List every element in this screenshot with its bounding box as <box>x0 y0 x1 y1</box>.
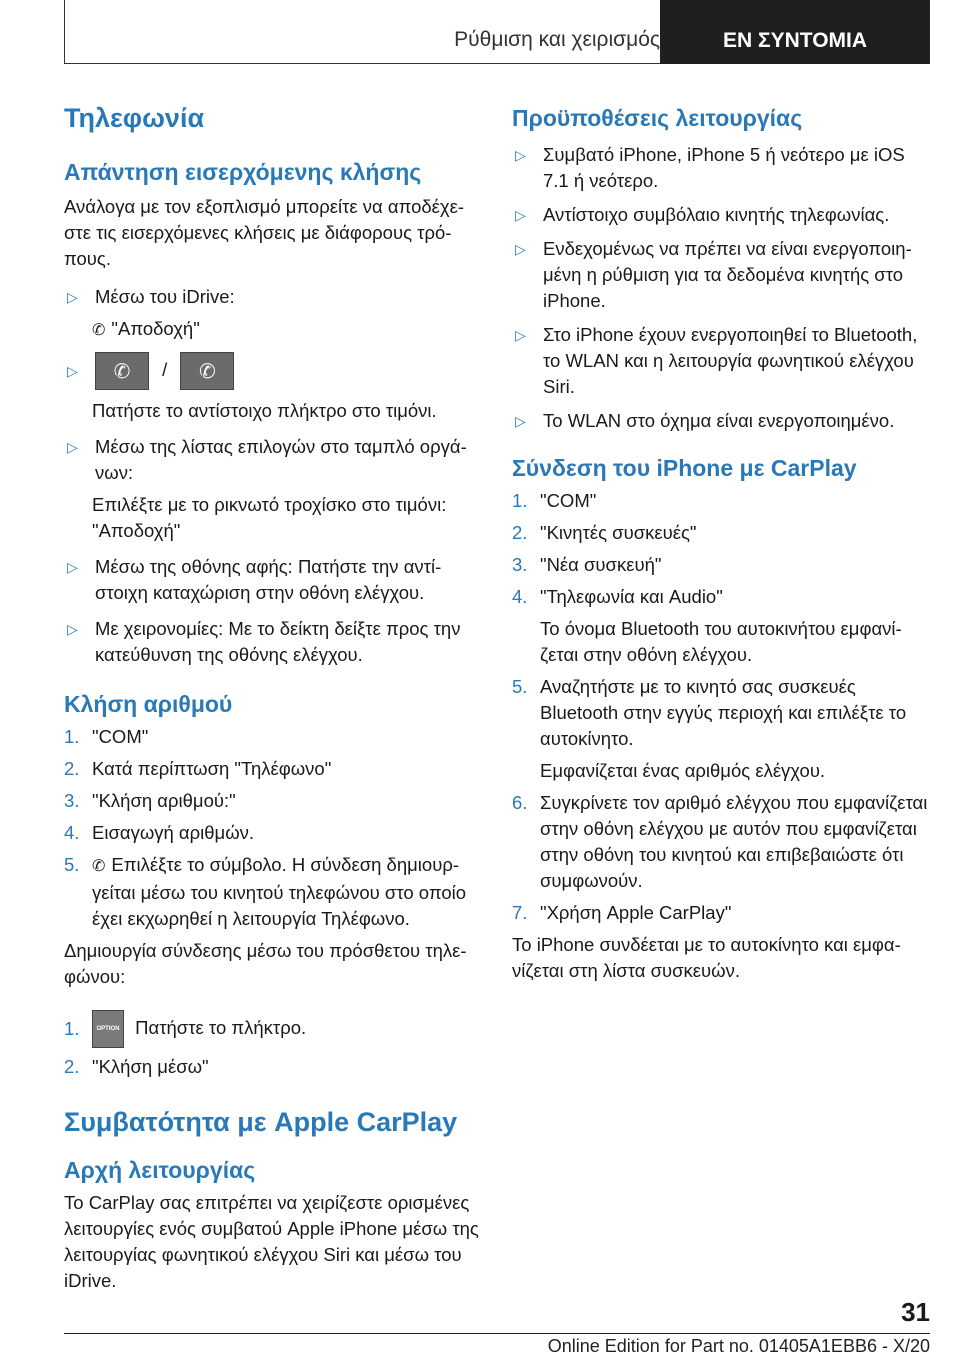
connect-step: 3. "Νέα συσκευή" <box>512 554 662 575</box>
connect-step: 4. "Τηλεφωνία και Audio" <box>512 586 723 607</box>
triangle-bullet-icon: ▷ <box>515 207 526 223</box>
answer-item-list <box>64 434 484 486</box>
answer-item-gesture <box>64 616 484 668</box>
footer-edition: Online Edition for Part no. 01405A1EBB6 - X/20 <box>547 1336 930 1356</box>
call-step: 2. Κατά περίπτωση "Τηλέφωνο" <box>64 758 332 779</box>
carplay-principle-text: Το CarPlay σας επιτρέπει να χειρίζεστε ορισμένες λειτουργίες ενός συμβατού Apple iPhone μέσω της λειτουργίας φωνητικού ελέγχου Siri και μέσω του iDrive. <box>64 1192 479 1291</box>
call-step: 5. ✆ Επιλέξτε το σύμβολο. Η σύνδεση δημιουργείται μέσω του κινητού τηλεφώνου στο οποίο έχει εκχωρηθεί η λειτουργία Τηλέφωνο. <box>64 854 467 929</box>
triangle-bullet-icon: ▷ <box>515 413 526 429</box>
answer-item-buttons <box>64 352 484 390</box>
answer-item-idrive <box>64 284 484 310</box>
call-step: 4. Εισαγωγή αριθμών. <box>64 822 255 843</box>
connect-step: 1. "COM" <box>512 490 597 511</box>
answer-item-touch <box>64 554 484 606</box>
connect-step: 5. Αναζητήστε με το κινητό σας συσκευές Bluetooth στην εγγύς περιοχή και επιλέξτε το αυτοκίνητο. <box>512 676 907 749</box>
phone-button-icon: ✆ <box>95 352 149 390</box>
connect-step: 7. "Χρήση Apple CarPlay" <box>512 902 732 923</box>
call-number-heading: Κλήση αριθμού <box>64 691 233 717</box>
connect-heading: Σύνδεση του iPhone με CarPlay <box>512 455 857 481</box>
triangle-bullet-icon: ▷ <box>67 439 78 455</box>
answer-item-label: Μέσω του iDrive: <box>95 286 235 307</box>
extra-phone-text: Δημιουργία σύνδεσης μέσω του πρόσθετου τηλεφώνου: <box>64 940 467 987</box>
connect-step: 2. "Κινητές συσκευές" <box>512 522 697 543</box>
call-step: 3. "Κλήση αριθμού:" <box>64 790 236 811</box>
triangle-bullet-icon: ▷ <box>67 559 78 575</box>
triangle-bullet-icon: ▷ <box>515 327 526 343</box>
triangle-bullet-icon: ▷ <box>515 241 526 257</box>
call-step: 1. "COM" <box>64 726 149 747</box>
answer-item-list-sub: Επιλέξτε με το ρικνωτό τροχίσκο στο τιμόνι: "Αποδοχή" <box>92 494 447 541</box>
header-section-label: Ρύθμιση και χειρισμός <box>454 28 660 51</box>
connect-closing: Το iPhone συνδέεται με το αυτοκίνητο και εμφανίζεται στη λίστα συσκευών. <box>512 934 901 981</box>
page-number: 31 <box>901 1297 930 1327</box>
accept-label: "Αποδοχή" <box>111 318 200 339</box>
answer-item-buttons-sub: Πατήστε το αντίστοιχο πλήκτρο στο τιμόνι. <box>92 400 437 421</box>
extra-step: 1. OPTION Πατήστε το πλήκτρο. <box>64 1010 484 1048</box>
connect-step-sub: Το όνομα Bluetooth του αυτοκινήτου εμφανίζεται στην οθόνη ελέγχου. <box>540 618 902 665</box>
connect-step: 6. Συγκρίνετε τον αριθμό ελέγχου που εμφανίζεται στην οθόνη ελέγχου με αυτόν που εμφανίζεται στην οθόνη του κινητού και επιβεβαιώστε ότι συμφωνούν. <box>512 792 928 891</box>
left-column <box>64 96 484 1294</box>
prereq-item: ▷ Συμβατό iPhone, iPhone 5 ή νεότερο με iOS 7.1 ή νεότερο. <box>512 142 930 194</box>
header-tab: ΕΝ ΣΥΝΤΟΜΙΑ <box>660 0 930 64</box>
extra-step: 2. "Κλήση μέσω" <box>64 1056 209 1077</box>
button-separator: / <box>162 358 168 380</box>
telephony-title: Τηλεφωνία <box>64 103 205 133</box>
phone-icon: ✆ <box>92 322 106 339</box>
answer-item-idrive-sub <box>64 316 484 344</box>
option-button-icon: OPTION <box>92 1010 124 1048</box>
carplay-principle-heading: Αρχή λειτουργίας <box>64 1157 256 1183</box>
triangle-bullet-icon: ▷ <box>515 147 526 163</box>
answer-item-label: Μέσω της οθόνης αφής: Πατήστε την αντίστοιχη καταχώριση στην οθόνη ελέγχου. <box>95 556 442 603</box>
answer-intro: Ανάλογα με τον εξοπλισμό μπορείτε να αποδέχεστε τις εισερχόμενες κλήσεις με διάφορους τρόπους. <box>64 196 465 269</box>
triangle-bullet-icon: ▷ <box>67 289 78 305</box>
footer-divider <box>64 1333 930 1334</box>
prereq-item: ▷ Το WLAN στο όχημα είναι ενεργοποιημένο. <box>512 408 930 434</box>
answer-item-label: Μέσω της λίστας επιλογών στο ταμπλό οργάνων: <box>95 436 467 483</box>
connect-step-sub: Εμφανίζεται ένας αριθμός ελέγχου. <box>540 760 826 781</box>
prereq-item: ▷ Αντίστοιχο συμβόλαιο κινητής τηλεφωνίας. <box>512 202 930 228</box>
triangle-bullet-icon: ▷ <box>67 621 78 637</box>
prereq-heading: Προϋποθέσεις λειτουργίας <box>512 105 803 131</box>
answer-call-heading: Απάντηση εισερχόμενης κλήσης <box>64 159 422 185</box>
right-column <box>512 96 930 984</box>
triangle-bullet-icon: ▷ <box>67 363 78 379</box>
call-button-icon: ✆ <box>180 352 234 390</box>
carplay-title: Συμβατότητα με Apple CarPlay <box>64 1107 458 1137</box>
prereq-item: ▷ Στο iPhone έχουν ενεργοποιηθεί το Bluetooth, το WLAN και η λειτουργία φωνητικού ελέγχου Siri. <box>512 322 930 400</box>
phone-icon: ✆ <box>92 858 106 875</box>
prereq-item: ▷ Ενδεχομένως να πρέπει να είναι ενεργοποιημένη η ρύθμιση για τα δεδομένα κινητής στο iPhone. <box>512 236 930 314</box>
answer-item-label: Με χειρονομίες: Με το δείκτη δείξτε προς την κατεύθυνση της οθόνης ελέγχου. <box>95 618 461 665</box>
